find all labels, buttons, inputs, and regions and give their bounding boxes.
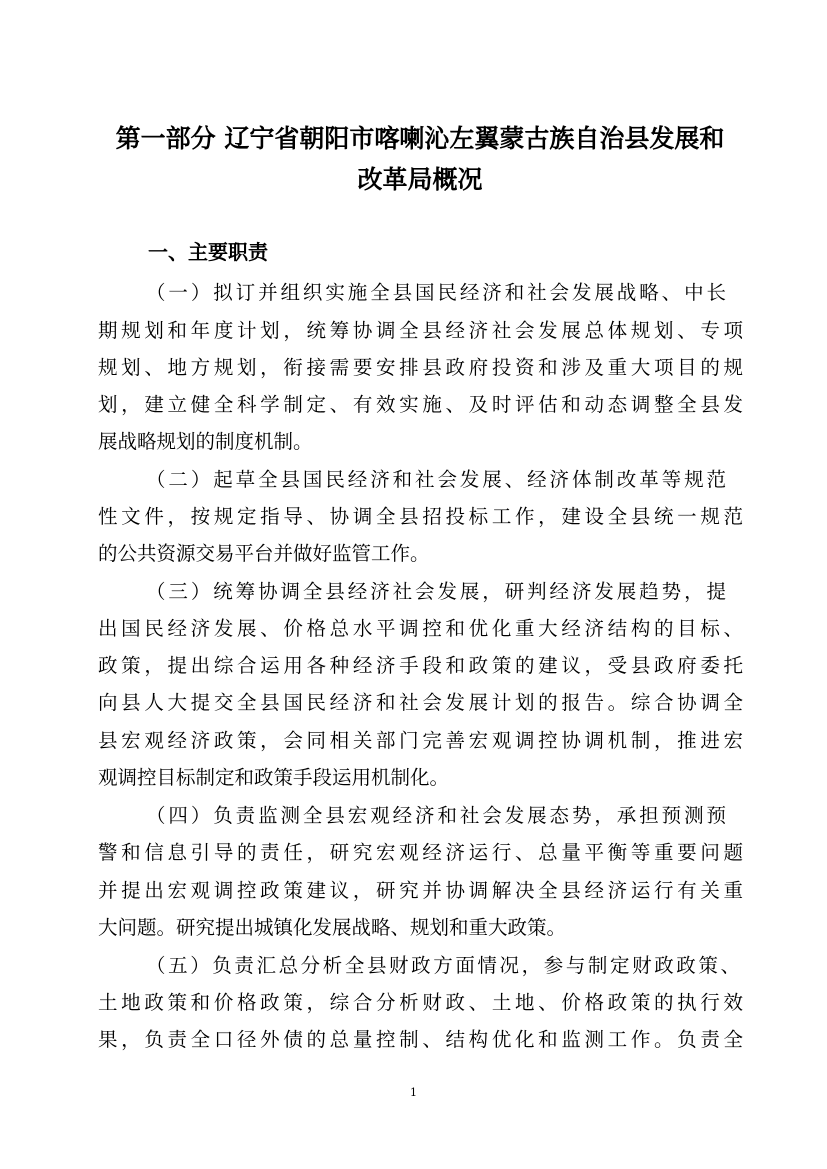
paragraph-line: （五）负责汇总分析全县财政方面情况，参与制定财政政策、 — [146, 954, 740, 977]
paragraph-line: （二）起草全县国民经济和社会发展、经济体制改革等规范 — [146, 468, 726, 491]
paragraph-line: （三）统筹协调全县经济社会发展，研判经济发展趋势，提 — [146, 580, 726, 603]
paragraph-line: 性文件，按规定指导、协调全县招投标工作，建设全县统一规范 — [98, 505, 743, 528]
paragraph-line: 规划、地方规划，衔接需要安排县政府投资和涉及重大项目的规 — [98, 356, 743, 379]
page-title: 第一部分 辽宁省朝阳市喀喇沁左翼蒙古族自治县发展和 — [115, 124, 725, 153]
paragraph-line: 并提出宏观调控政策建议，研究并协调解决全县经济运行有关重 — [98, 879, 743, 902]
paragraph-line: 向县人大提交全县国民经济和社会发展计划的报告。综合协调全 — [98, 691, 743, 714]
paragraph-line: 县宏观经济政策，会同相关部门完善宏观调控协调机制，推进宏 — [98, 729, 743, 752]
page-number: 1 — [410, 1086, 417, 1099]
paragraph-line: 土地政策和价格政策，综合分析财政、土地、价格政策的执行效 — [98, 991, 743, 1014]
paragraph-line: 观调控目标制定和政策手段运用机制化。 — [98, 766, 450, 789]
paragraph-line: 的公共资源交易平台并做好监管工作。 — [98, 542, 430, 565]
paragraph-line: （一）拟订并组织实施全县国民经济和社会发展战略、中长 — [146, 281, 726, 304]
paragraph-line: 警和信息引导的责任，研究宏观经济运行、总量平衡等重要问题 — [98, 841, 743, 864]
paragraph-line: 展战略规划的制度机制。 — [98, 430, 313, 453]
section-heading-main-duties: 一、主要职责 — [148, 240, 268, 264]
paragraph-line: 大问题。研究提出城镇化发展战略、规划和重大政策。 — [98, 916, 567, 939]
paragraph-line: 期规划和年度计划，统筹协调全县经济社会发展总体规划、专项 — [98, 319, 743, 342]
paragraph-line: 果，负责全口径外债的总量控制、结构优化和监测工作。负责全 — [98, 1028, 743, 1051]
paragraph-line: 出国民经济发展、价格总水平调控和优化重大经济结构的目标、 — [98, 617, 743, 640]
paragraph-line: 划，建立健全科学制定、有效实施、及时评估和动态调整全县发 — [98, 393, 743, 416]
page-title-continued: 改革局概况 — [357, 165, 483, 194]
paragraph-line: 政策，提出综合运用各种经济手段和政策的建议，受县政府委托 — [98, 654, 743, 677]
paragraph-line: （四）负责监测全县宏观经济和社会发展态势，承担预测预 — [146, 804, 726, 827]
